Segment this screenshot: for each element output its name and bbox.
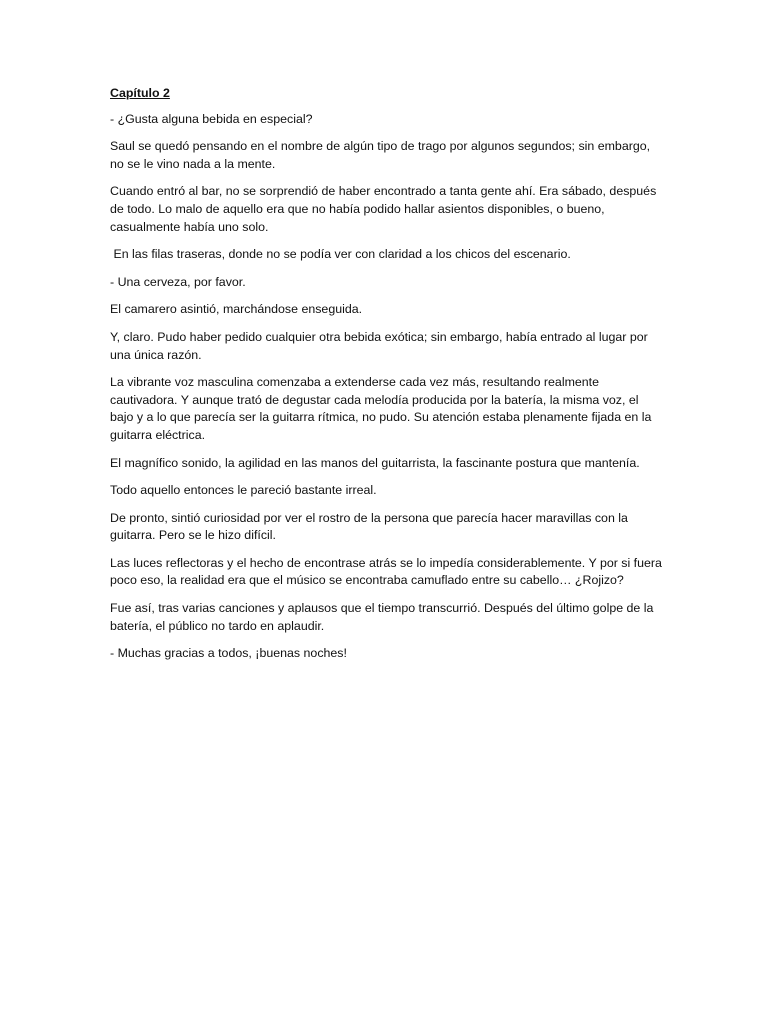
paragraph-dialogue-goodnight: - Muchas gracias a todos, ¡buenas noches!	[110, 646, 347, 661]
chapter-title: Capítulo 2	[110, 86, 170, 100]
paragraph-lights: Las luces reflectoras y el hecho de encontrase atrás se lo impedía considerablemente. Y por si fuera poco eso, la realidad era que el músico se encontraba camuflado entre su cabello… ¿Rojizo?	[110, 555, 666, 588]
paragraph-waiter-leaves: El camarero asintió, marchándose enseguida.	[110, 302, 363, 317]
paragraph-curiosity: De pronto, sintió curiosidad por ver el rostro de la persona que parecía hacer maravillas con la guitarra. Pero se le hizo difícil.	[110, 510, 632, 543]
paragraph-entering-bar: Cuando entró al bar, no se sorprendió de haber encontrado a tanta gente ahí. Era sábado, después de todo. Lo malo de aquello era que no había podido hallar asientos disponibles, o bueno, casualmente había uno solo.	[110, 184, 660, 234]
paragraph-unreal: Todo aquello entonces le pareció bastante irreal.	[110, 483, 377, 498]
paragraph-vibrant-voice: La vibrante voz masculina comenzaba a extenderse cada vez más, resultando realmente cautivadora. Y aunque trató de degustar cada melodía producida por la batería, la misma voz, el bajo y a lo que parecía ser la guitarra rítmica, no pudo. Su atención estaba plenamente fijada en la guitarra eléctrica.	[110, 375, 655, 442]
paragraph-single-reason: Y, claro. Pudo haber pedido cualquier otra bebida exótica; sin embargo, había entrado al lugar por una única razón.	[110, 329, 652, 362]
paragraph-time-passed: Fue así, tras varias canciones y aplausos que el tiempo transcurrió. Después del último golpe de la batería, el público no tardo en aplaudir.	[110, 601, 657, 633]
paragraph-dialogue-drink-offer: - ¿Gusta alguna bebida en especial?	[110, 111, 313, 126]
paragraph-saul-thinking: Saul se quedó pensando en el nombre de algún tipo de trago por algunos segundos; sin embargo, no se le vino nada a la mente.	[110, 139, 654, 171]
paragraph-dialogue-beer: - Una cerveza, por favor.	[110, 274, 246, 289]
paragraph-magnificent-sound: El magnífico sonido, la agilidad en las manos del guitarrista, la fascinante postura que mantenía.	[110, 455, 640, 470]
paragraph-back-rows: En las filas traseras, donde no se podía ver con claridad a los chicos del escenario.	[110, 247, 571, 262]
document-body	[110, 85, 666, 673]
